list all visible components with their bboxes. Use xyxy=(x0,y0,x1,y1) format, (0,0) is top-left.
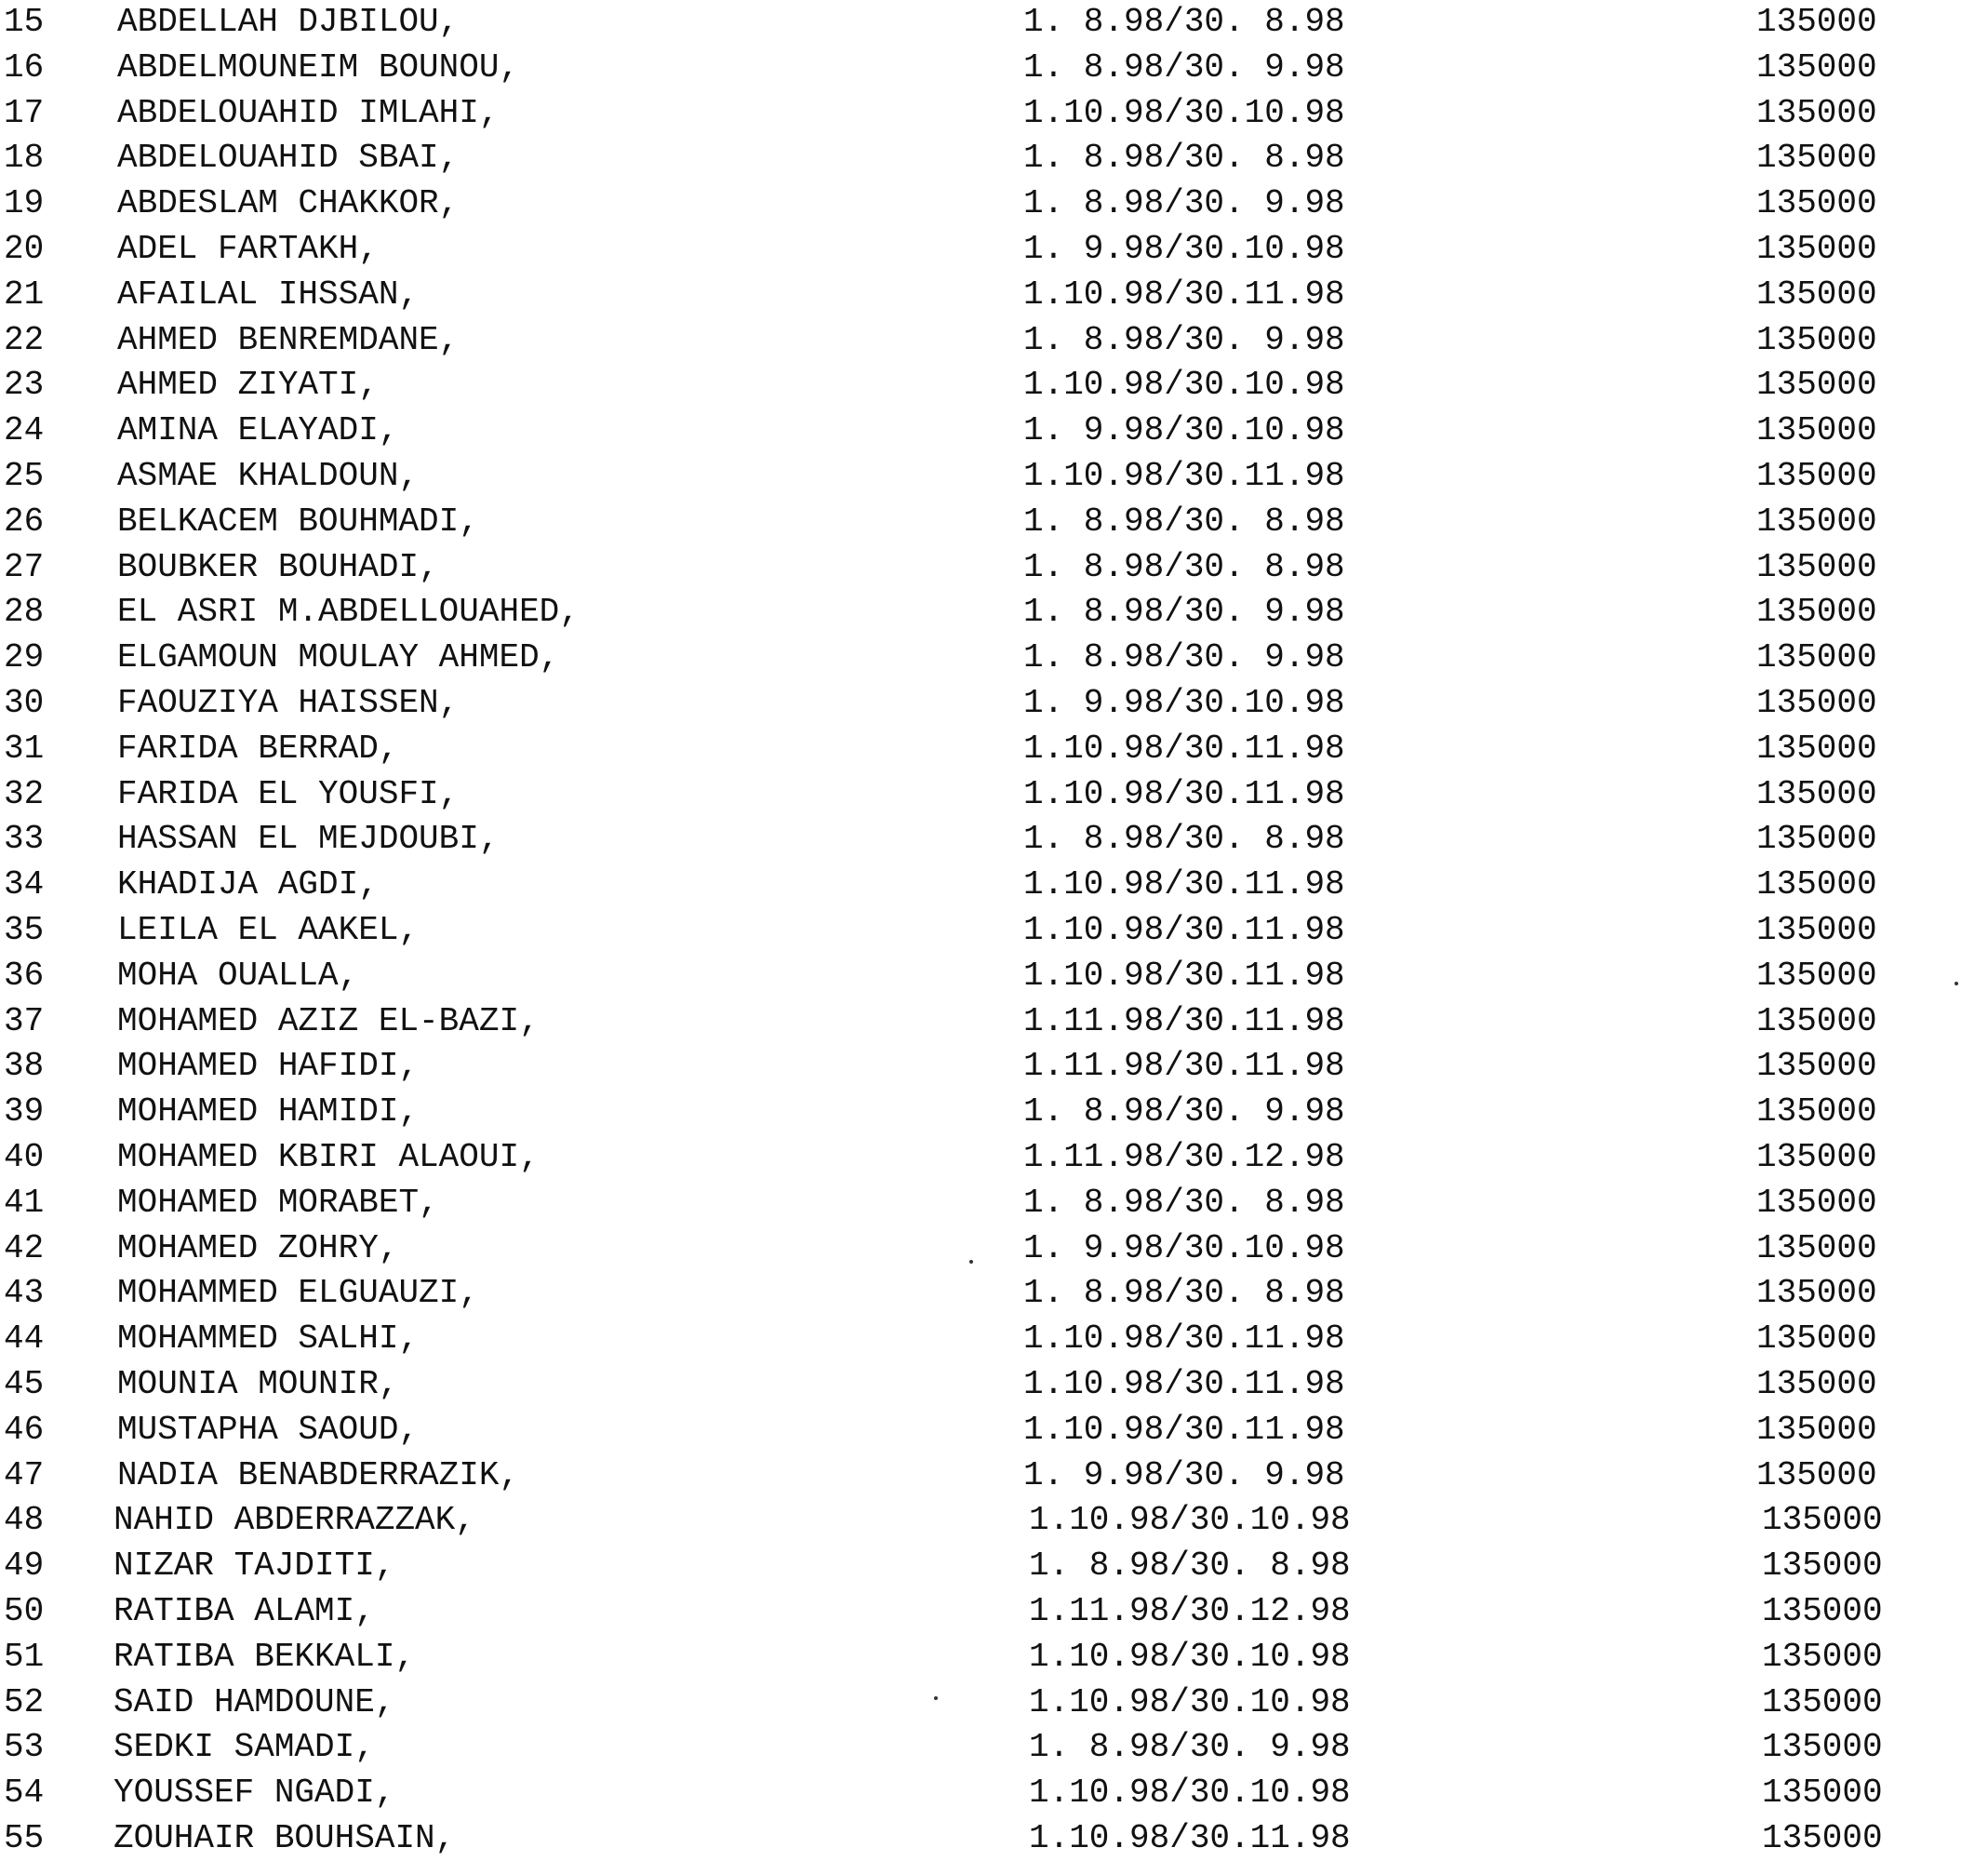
list-row xyxy=(0,363,1988,408)
date-range: 1. 8.98/30. 9.98 xyxy=(1023,1092,1345,1131)
list-row xyxy=(0,408,1988,453)
row-number: 36 xyxy=(4,957,45,995)
list-row xyxy=(0,1271,1988,1316)
row-number: 28 xyxy=(4,593,45,631)
amount-value: 135000 xyxy=(1762,1683,1883,1721)
row-number: 37 xyxy=(4,1002,45,1040)
amount-value: 135000 xyxy=(1756,139,1877,177)
row-number: 16 xyxy=(4,48,45,87)
person-name: AHMED ZIYATI, xyxy=(117,366,379,404)
person-name: ABDELOUAHID SBAI, xyxy=(117,139,460,177)
amount-value: 135000 xyxy=(1756,230,1877,268)
amount-value: 135000 xyxy=(1756,1138,1877,1176)
list-row xyxy=(0,181,1988,226)
date-range: 1.10.98/30.11.98 xyxy=(1023,1319,1345,1358)
list-row xyxy=(0,1453,1988,1498)
list-row xyxy=(0,1498,1988,1543)
date-range: 1. 9.98/30.10.98 xyxy=(1023,1229,1345,1267)
person-name: NIZAR TAJDITI, xyxy=(113,1546,395,1585)
person-name: MOHAMED MORABET, xyxy=(117,1184,439,1222)
person-name: MOHAMED AZIZ EL-BAZI, xyxy=(117,1002,540,1040)
list-row xyxy=(0,91,1988,136)
date-range: 1. 8.98/30. 8.98 xyxy=(1029,1546,1351,1585)
person-name: ABDELMOUNEIM BOUNOU, xyxy=(117,48,520,87)
list-row xyxy=(0,1135,1988,1180)
date-range: 1.10.98/30.10.98 xyxy=(1029,1683,1351,1721)
list-row xyxy=(0,46,1988,90)
date-range: 1.11.98/30.12.98 xyxy=(1029,1592,1351,1630)
date-range: 1.10.98/30.11.98 xyxy=(1023,957,1345,995)
date-range: 1.11.98/30.11.98 xyxy=(1023,1002,1345,1040)
person-name: RATIBA BEKKALI, xyxy=(113,1638,416,1676)
list-row xyxy=(0,817,1988,862)
date-range: 1.10.98/30.11.98 xyxy=(1029,1819,1351,1857)
row-number: 42 xyxy=(4,1229,45,1267)
person-name: BELKACEM BOUHMADI, xyxy=(117,502,479,541)
person-name: BOUBKER BOUHADI, xyxy=(117,548,439,586)
date-range: 1. 8.98/30. 8.98 xyxy=(1023,820,1345,858)
row-number: 20 xyxy=(4,230,45,268)
person-name: AFAILAL IHSSAN, xyxy=(117,275,420,314)
row-number: 17 xyxy=(4,94,45,132)
person-name: FAOUZIYA HAISSEN, xyxy=(117,684,460,722)
person-name: ELGAMOUN MOULAY AHMED, xyxy=(117,638,560,676)
amount-value: 135000 xyxy=(1756,775,1877,813)
person-name: LEILA EL AAKEL, xyxy=(117,911,420,949)
date-range: 1. 8.98/30. 9.98 xyxy=(1023,593,1345,631)
person-name: AHMED BENREMDANE, xyxy=(117,321,460,359)
date-range: 1. 8.98/30. 9.98 xyxy=(1029,1728,1351,1766)
list-row xyxy=(0,1090,1988,1134)
date-range: 1.10.98/30.11.98 xyxy=(1023,911,1345,949)
amount-value: 135000 xyxy=(1756,865,1877,904)
row-number: 31 xyxy=(4,730,45,768)
row-number: 49 xyxy=(4,1546,45,1585)
date-range: 1. 8.98/30. 9.98 xyxy=(1023,184,1345,222)
list-row xyxy=(0,1680,1988,1725)
person-name: RATIBA ALAMI, xyxy=(113,1592,375,1630)
date-range: 1. 9.98/30. 9.98 xyxy=(1023,1456,1345,1494)
person-name: SAID HAMDOUNE, xyxy=(113,1683,395,1721)
date-range: 1.10.98/30.10.98 xyxy=(1029,1774,1351,1812)
list-row xyxy=(0,1317,1988,1361)
person-name: MOHAMMED SALHI, xyxy=(117,1319,420,1358)
row-number: 22 xyxy=(4,321,45,359)
date-range: 1. 9.98/30.10.98 xyxy=(1023,230,1345,268)
amount-value: 135000 xyxy=(1756,957,1877,995)
amount-value: 135000 xyxy=(1756,820,1877,858)
row-number: 55 xyxy=(4,1819,45,1857)
row-number: 21 xyxy=(4,275,45,314)
row-number: 30 xyxy=(4,684,45,722)
list-row xyxy=(0,1725,1988,1770)
person-name: MOUNIA MOUNIR, xyxy=(117,1365,399,1403)
person-name: HASSAN EL MEJDOUBI, xyxy=(117,820,500,858)
list-row xyxy=(0,227,1988,272)
amount-value: 135000 xyxy=(1756,1319,1877,1358)
date-range: 1.10.98/30.11.98 xyxy=(1023,457,1345,495)
amount-value: 135000 xyxy=(1756,1365,1877,1403)
row-number: 15 xyxy=(4,3,45,41)
amount-value: 135000 xyxy=(1756,94,1877,132)
date-range: 1. 8.98/30. 8.98 xyxy=(1023,1274,1345,1312)
row-number: 45 xyxy=(4,1365,45,1403)
row-number: 34 xyxy=(4,865,45,904)
person-name: ADEL FARTAKH, xyxy=(117,230,379,268)
date-range: 1.10.98/30.10.98 xyxy=(1029,1501,1351,1539)
list-row xyxy=(0,1816,1988,1861)
amount-value: 135000 xyxy=(1756,638,1877,676)
person-name: MOHAMED HAMIDI, xyxy=(117,1092,420,1131)
date-range: 1. 8.98/30. 9.98 xyxy=(1023,321,1345,359)
row-number: 24 xyxy=(4,411,45,449)
date-range: 1.10.98/30.10.98 xyxy=(1023,366,1345,404)
row-number: 46 xyxy=(4,1411,45,1449)
amount-value: 135000 xyxy=(1756,1002,1877,1040)
date-range: 1.10.98/30.11.98 xyxy=(1023,865,1345,904)
date-range: 1.10.98/30.11.98 xyxy=(1023,775,1345,813)
list-row xyxy=(0,908,1988,953)
amount-value: 135000 xyxy=(1762,1819,1883,1857)
list-row xyxy=(0,318,1988,363)
amount-value: 135000 xyxy=(1762,1501,1883,1539)
list-row xyxy=(0,273,1988,317)
amount-value: 135000 xyxy=(1762,1774,1883,1812)
amount-value: 135000 xyxy=(1756,321,1877,359)
row-number: 51 xyxy=(4,1638,45,1676)
row-number: 25 xyxy=(4,457,45,495)
list-row xyxy=(0,1362,1988,1407)
amount-value: 135000 xyxy=(1756,366,1877,404)
list-row xyxy=(0,1044,1988,1089)
amount-value: 135000 xyxy=(1756,684,1877,722)
list-row xyxy=(0,454,1988,499)
row-number: 39 xyxy=(4,1092,45,1131)
amount-value: 135000 xyxy=(1762,1546,1883,1585)
date-range: 1.10.98/30.10.98 xyxy=(1029,1638,1351,1676)
person-name: ZOUHAIR BOUHSAIN, xyxy=(113,1819,456,1857)
person-name: MOHAMMED ELGUAUZI, xyxy=(117,1274,479,1312)
row-number: 19 xyxy=(4,184,45,222)
person-name: NAHID ABDERRAZZAK, xyxy=(113,1501,475,1539)
date-range: 1.11.98/30.12.98 xyxy=(1023,1138,1345,1176)
amount-value: 135000 xyxy=(1756,184,1877,222)
list-row xyxy=(0,545,1988,590)
list-row xyxy=(0,863,1988,907)
row-number: 35 xyxy=(4,911,45,949)
amount-value: 135000 xyxy=(1756,911,1877,949)
amount-value: 135000 xyxy=(1756,730,1877,768)
date-range: 1. 8.98/30. 9.98 xyxy=(1023,48,1345,87)
list-row xyxy=(0,590,1988,635)
row-number: 52 xyxy=(4,1683,45,1721)
amount-value: 135000 xyxy=(1762,1728,1883,1766)
list-row xyxy=(0,1408,1988,1453)
amount-value: 135000 xyxy=(1762,1592,1883,1630)
person-name: MUSTAPHA SAOUD, xyxy=(117,1411,420,1449)
amount-value: 135000 xyxy=(1756,593,1877,631)
row-number: 27 xyxy=(4,548,45,586)
row-number: 32 xyxy=(4,775,45,813)
amount-value: 135000 xyxy=(1756,502,1877,541)
date-range: 1. 8.98/30. 8.98 xyxy=(1023,3,1345,41)
amount-value: 135000 xyxy=(1756,457,1877,495)
amount-value: 135000 xyxy=(1756,1047,1877,1085)
date-range: 1.10.98/30.11.98 xyxy=(1023,1365,1345,1403)
person-name: ABDESLAM CHAKKOR, xyxy=(117,184,460,222)
amount-value: 135000 xyxy=(1756,48,1877,87)
list-row xyxy=(0,136,1988,181)
person-name: SEDKI SAMADI, xyxy=(113,1728,375,1766)
date-range: 1.10.98/30.11.98 xyxy=(1023,1411,1345,1449)
person-name: ABDELLAH DJBILOU, xyxy=(117,3,460,41)
person-name: KHADIJA AGDI, xyxy=(117,865,379,904)
date-range: 1. 8.98/30. 8.98 xyxy=(1023,1184,1345,1222)
date-range: 1.10.98/30.11.98 xyxy=(1023,730,1345,768)
row-number: 53 xyxy=(4,1728,45,1766)
person-name: MOHAMED KBIRI ALAOUI, xyxy=(117,1138,540,1176)
date-range: 1. 8.98/30. 8.98 xyxy=(1023,502,1345,541)
person-name: MOHAMED ZOHRY, xyxy=(117,1229,399,1267)
person-name: EL ASRI M.ABDELLOUAHED, xyxy=(117,593,580,631)
person-name: MOHAMED HAFIDI, xyxy=(117,1047,420,1085)
list-row xyxy=(0,681,1988,726)
row-number: 23 xyxy=(4,366,45,404)
row-number: 38 xyxy=(4,1047,45,1085)
person-name: YOUSSEF NGADI, xyxy=(113,1774,395,1812)
date-range: 1. 8.98/30. 8.98 xyxy=(1023,548,1345,586)
row-number: 50 xyxy=(4,1592,45,1630)
amount-value: 135000 xyxy=(1756,1456,1877,1494)
amount-value: 135000 xyxy=(1756,275,1877,314)
row-number: 29 xyxy=(4,638,45,676)
amount-value: 135000 xyxy=(1756,411,1877,449)
list-row xyxy=(0,636,1988,680)
amount-value: 135000 xyxy=(1756,1184,1877,1222)
list-row xyxy=(0,954,1988,998)
list-row xyxy=(0,727,1988,771)
amount-value: 135000 xyxy=(1756,1411,1877,1449)
row-number: 40 xyxy=(4,1138,45,1176)
list-row xyxy=(0,1771,1988,1815)
list-row xyxy=(0,1544,1988,1588)
row-number: 18 xyxy=(4,139,45,177)
row-number: 48 xyxy=(4,1501,45,1539)
row-number: 33 xyxy=(4,820,45,858)
amount-value: 135000 xyxy=(1756,1229,1877,1267)
date-range: 1. 8.98/30. 9.98 xyxy=(1023,638,1345,676)
list-row xyxy=(0,1181,1988,1225)
amount-value: 135000 xyxy=(1756,1092,1877,1131)
row-number: 43 xyxy=(4,1274,45,1312)
date-range: 1. 8.98/30. 8.98 xyxy=(1023,139,1345,177)
person-name: AMINA ELAYADI, xyxy=(117,411,399,449)
person-name: MOHA OUALLA, xyxy=(117,957,359,995)
row-number: 47 xyxy=(4,1456,45,1494)
person-name: ABDELOUAHID IMLAHI, xyxy=(117,94,500,132)
row-number: 44 xyxy=(4,1319,45,1358)
person-name: ASMAE KHALDOUN, xyxy=(117,457,420,495)
date-range: 1.11.98/30.11.98 xyxy=(1023,1047,1345,1085)
row-number: 41 xyxy=(4,1184,45,1222)
person-name: FARIDA BERRAD, xyxy=(117,730,399,768)
list-row xyxy=(0,0,1988,45)
row-number: 54 xyxy=(4,1774,45,1812)
amount-value: 135000 xyxy=(1756,548,1877,586)
amount-value: 135000 xyxy=(1756,1274,1877,1312)
list-row xyxy=(0,772,1988,817)
list-row xyxy=(0,500,1988,544)
row-number: 26 xyxy=(4,502,45,541)
date-range: 1.10.98/30.11.98 xyxy=(1023,275,1345,314)
date-range: 1. 9.98/30.10.98 xyxy=(1023,684,1345,722)
date-range: 1. 9.98/30.10.98 xyxy=(1023,411,1345,449)
person-name: FARIDA EL YOUSFI, xyxy=(117,775,460,813)
date-range: 1.10.98/30.10.98 xyxy=(1023,94,1345,132)
list-row xyxy=(0,1226,1988,1271)
amount-value: 135000 xyxy=(1756,3,1877,41)
list-row xyxy=(0,1589,1988,1634)
list-row xyxy=(0,1635,1988,1680)
list-row xyxy=(0,999,1988,1044)
person-name: NADIA BENABDERRAZIK, xyxy=(117,1456,520,1494)
amount-value: 135000 xyxy=(1762,1638,1883,1676)
